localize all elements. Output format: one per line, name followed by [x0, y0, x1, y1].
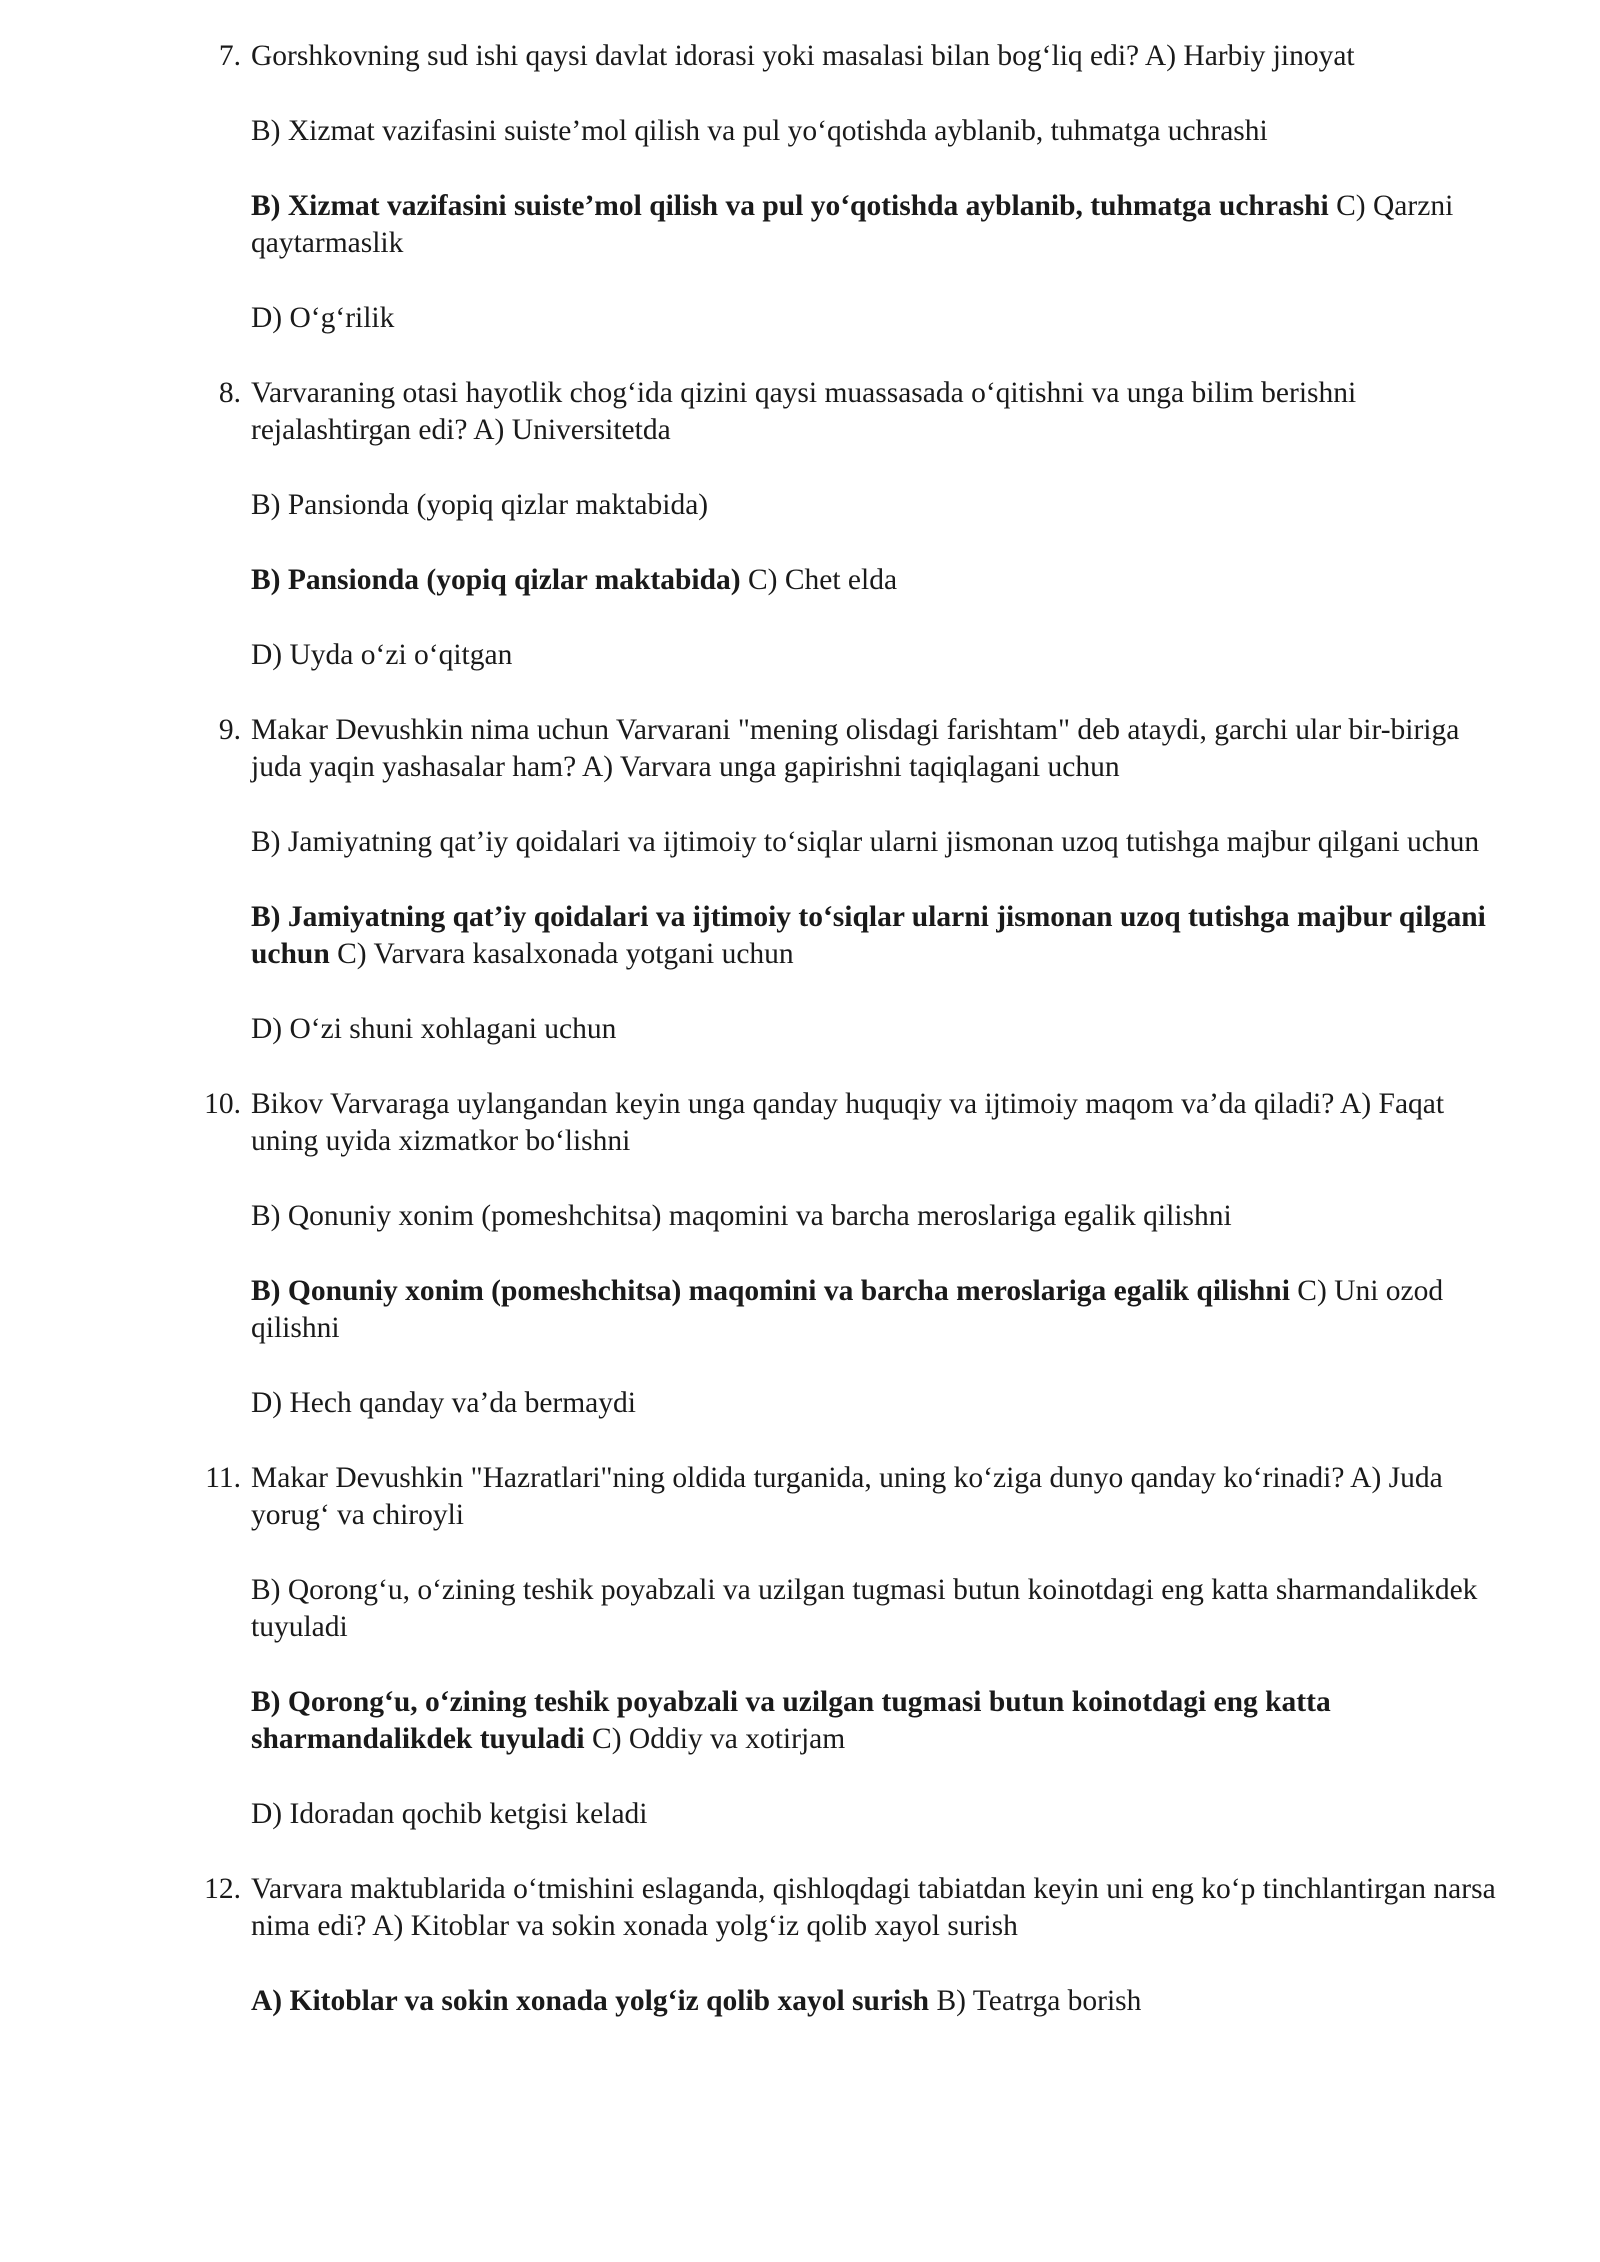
question-text: Bikov Varvaraga uylangandan keyin unga qanday huquqiy va ijtimoiy maqom va’da qiladi? A) Faqat uning uyida xizmatkor bo‘lishni	[251, 1088, 1445, 1157]
option-b: B) Pansionda (yopiq qizlar maktabida)	[251, 489, 709, 521]
next-option: C) Uni ozod qilishni	[251, 1275, 1444, 1344]
question-7	[218, 38, 1496, 337]
question-text: Makar Devushkin nima uchun Varvarani "mening olisdagi farishtam" deb ataydi, garchi ular bir-biriga juda yaqin yashasalar ham? A) Varvara unga gapirishni taqiqlagani uchun	[251, 714, 1460, 783]
question-text: Gorshkovning sud ishi qaysi davlat idorasi yoki masalasi bilan bog‘liq edi? A) Harbiy jinoyat	[251, 40, 1355, 72]
answer-line	[251, 1983, 1496, 2020]
question-number: 10.	[204, 1088, 241, 1120]
correct-answer: B) Qorong‘u, o‘zining teshik poyabzali va uzilgan tugmasi butun koinotdagi eng katta sharmandalikdek tuyuladi	[251, 1686, 1331, 1755]
next-option: C) Qarzni qaytarmaslik	[251, 190, 1454, 259]
question-number: 8.	[218, 377, 241, 409]
question-8	[218, 375, 1496, 674]
question-text: Makar Devushkin "Hazratlari"ning oldida turganida, uning ko‘ziga dunyo qanday ko‘rinadi? A) Juda yorug‘ va chiroyli	[251, 1462, 1443, 1531]
correct-answer: B) Pansionda (yopiq qizlar maktabida)	[251, 564, 741, 596]
next-option: C) Oddiy va xotirjam	[584, 1723, 846, 1755]
option-d: D) Hech qanday va’da bermaydi	[251, 1387, 636, 1419]
option-b: B) Jamiyatning qat’iy qoidalari va ijtimoiy to‘siqlar ularni jismonan uzoq tutishga majbur qilgani uchun	[251, 826, 1480, 858]
answer-line	[251, 188, 1496, 262]
question-number: 9.	[218, 714, 241, 746]
option-b: B) Qorong‘u, o‘zining teshik poyabzali va uzilgan tugmasi butun koinotdagi eng katta sharmandalikdek tuyuladi	[251, 1574, 1478, 1643]
answer-line	[251, 1684, 1496, 1758]
question-number: 11.	[205, 1462, 241, 1494]
next-option: C) Varvara kasalxonada yotgani uchun	[329, 938, 794, 970]
question-10	[204, 1086, 1496, 1422]
answer-line	[251, 562, 1496, 599]
correct-answer: B) Qonuniy xonim (pomeshchitsa) maqomini va barcha meroslariga egalik qilishni	[251, 1275, 1290, 1307]
next-option: C) Chet elda	[740, 564, 898, 596]
option-d: D) Uyda o‘zi o‘qitgan	[251, 639, 513, 671]
correct-answer: A) Kitoblar va sokin xonada yolg‘iz qolib xayol surish	[251, 1985, 930, 2017]
next-option: B) Teatrga borish	[929, 1985, 1142, 2017]
question-11	[205, 1460, 1496, 1833]
option-d: D) O‘g‘rilik	[251, 302, 395, 334]
question-number: 7.	[218, 40, 241, 72]
question-number: 12.	[204, 1873, 241, 1905]
option-b: B) Qonuniy xonim (pomeshchitsa) maqomini va barcha meroslariga egalik qilishni	[251, 1200, 1232, 1232]
option-b: B) Xizmat vazifasini suiste’mol qilish va pul yo‘qotishda ayblanib, tuhmatga uchrashi	[251, 115, 1268, 147]
question-text: Varvara maktublarida o‘tmishini eslaganda, qishloqdagi tabiatdan keyin uni eng ko‘p tinchlantirgan narsa nima edi? A) Kitoblar va sokin xonada yolg‘iz qolib xayol surish	[251, 1873, 1496, 1942]
question-text: Varvaraning otasi hayotlik chog‘ida qizini qaysi muassasada o‘qitishni va unga bilim berishni rejalashtirgan edi? A) Universitetda	[251, 377, 1357, 446]
question-9	[218, 712, 1496, 1048]
correct-answer: B) Xizmat vazifasini suiste’mol qilish va pul yo‘qotishda ayblanib, tuhmatga uchrashi	[251, 190, 1329, 222]
question-12	[204, 1871, 1496, 2020]
answer-line	[251, 899, 1496, 973]
option-d: D) Idoradan qochib ketgisi keladi	[251, 1798, 648, 1830]
answer-line	[251, 1273, 1496, 1347]
correct-answer: B) Jamiyatning qat’iy qoidalari va ijtimoiy to‘siqlar ularni jismonan uzoq tutishga majbur qilgani uchun	[251, 901, 1486, 970]
option-d: D) O‘zi shuni xohlagani uchun	[251, 1013, 617, 1045]
